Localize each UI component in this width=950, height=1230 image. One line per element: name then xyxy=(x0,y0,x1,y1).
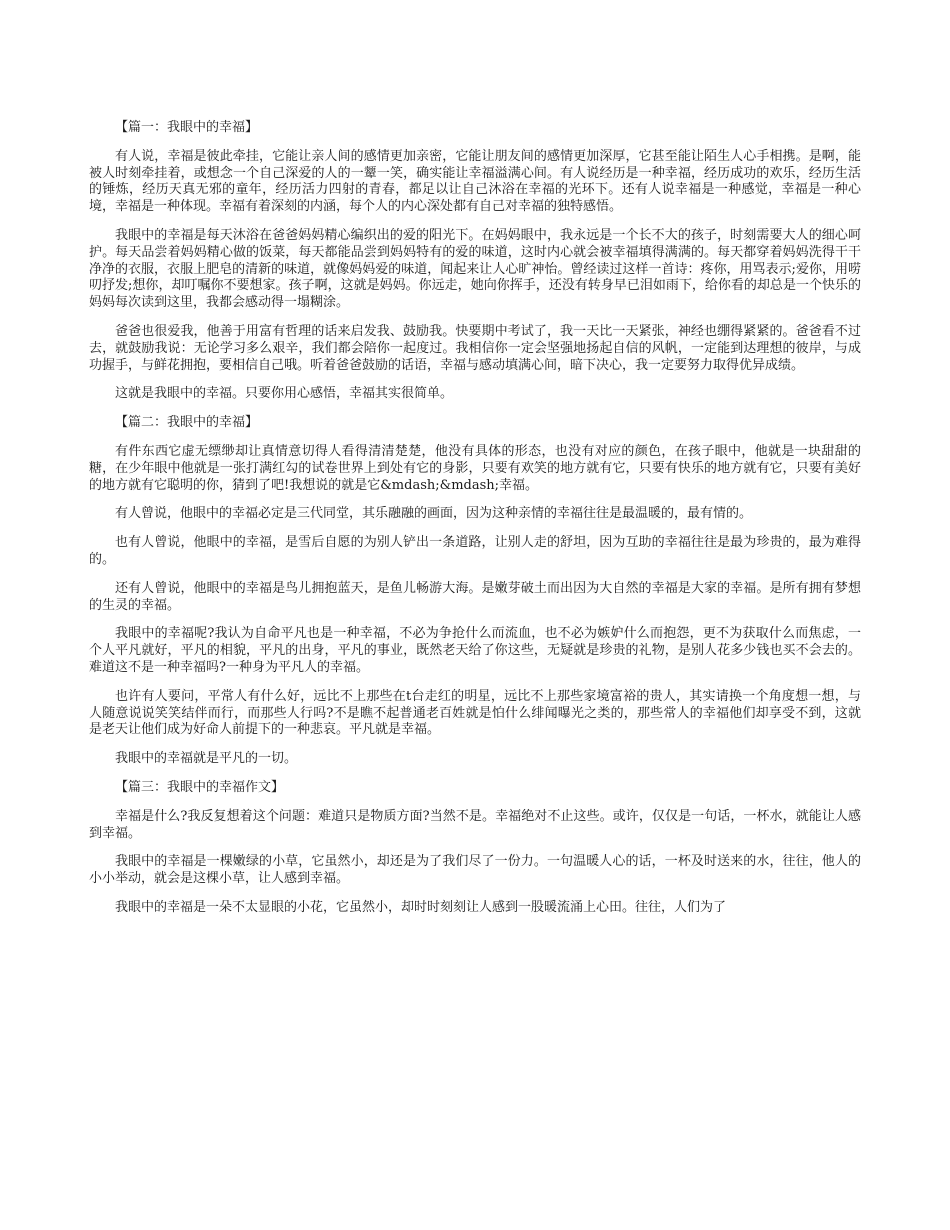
paragraph: 还有人曾说，他眼中的幸福是鸟儿拥抱蓝天，是鱼儿畅游大海。是嫩芽破土而出因为大自然的幸福是大家的幸福。是所有拥有梦想的生灵的幸福。 xyxy=(89,580,861,613)
paragraph: 我眼中的幸福是每天沐浴在爸爸妈妈精心编织出的爱的阳光下。在妈妈眼中，我永远是一个长不大的孩子，时刻需要大人的细心呵护。每天品尝着妈妈精心做的饭菜，每天都能品尝到妈妈特有的爱的味道，这时内心就会被幸福填得满满的。每天都穿着妈妈洗得干干净净的衣服，衣服上肥皂的清新的味道，就像妈妈爱的味道，闻起来让人心旷神怡。曾经读过这样一首诗：疼你，用骂表示;爱你，用唠叨抒发;想你，却叮嘱你不要想家。孩子啊，这就是妈妈。你远走，她向你挥手，还没有转身早已泪如雨下，给你看的却总是一个快乐的妈妈每次读到这里，我都会感动得一塌糊涂。 xyxy=(89,227,861,311)
paragraph: 我眼中的幸福是一朵不太显眼的小花，它虽然小，却时时刻刻让人感到一股暖流涌上心田。往往，人们为了 xyxy=(115,899,727,915)
paragraph: 爸爸也很爱我，他善于用富有哲理的话来启发我、鼓励我。快要期中考试了，我一天比一天紧张，神经也绷得紧紧的。爸爸看不过去，就鼓励我说：无论学习多么艰辛，我们都会陪你一起度过。我相信你一定会坚强地扬起自信的风帆，一定能到达理想的彼岸，与成功握手，与鲜花拥抱，要相信自己哦。听着爸爸鼓励的话语，幸福与感动填满心间，暗下决心，我一定要努力取得优异成绩。 xyxy=(89,323,861,373)
paragraph: 有人曾说，他眼中的幸福必定是三代同堂，其乐融融的画面，因为这种亲情的幸福往往是最温暖的，最有情的。 xyxy=(115,506,753,522)
paragraph: 也有人曾说，他眼中的幸福，是雪后自愿的为别人铲出一条道路，让别人走的舒坦，因为互助的幸福往往是最为珍贵的，最为难得的。 xyxy=(89,535,861,567)
section-heading-2: 【篇二：我眼中的幸福】 xyxy=(115,415,259,431)
paragraph: 我眼中的幸福就是平凡的一切。 xyxy=(115,751,298,767)
paragraph: 也许有人要问，平常人有什么好，远比不上那些在t台走红的明星，远比不上那些家境富裕的贵人，其实请换一个角度想一想，与人随意说说笑笑结伴而行，而那些人行吗?不是瞧不起普通老百姓就是怕什么绯闻曝光之类的，那些常人的幸福他们却享受不到，这就是老天让他们成为好命人前提下的一种悲哀。平凡就是幸福。 xyxy=(89,688,861,738)
paragraph: 有件东西它虚无缥缈却让真情意切得人看得清清楚楚，他没有具体的形态，也没有对应的颜色，在孩子眼中，他就是一块甜甜的糖，在少年眼中他就是一张打满红勾的试卷世界上到处有它的身影，只要有欢笑的地方就有它，只要有快乐的地方就有它，只要有美好的地方就有它聪明的你，猜到了吧!我想说的就是它&mdash;&mdash;幸福。 xyxy=(89,443,861,493)
paragraph: 我眼中的幸福呢?我认为自命平凡也是一种幸福，不必为争抢什么而流血，也不必为嫉妒什么而抱怨，更不为获取什么而焦虑，一个人平凡就好，平凡的相貌，平凡的出身，平凡的事业，既然老天给了你这些，无疑就是珍贵的礼物，是别人花多少钱也买不会去的。难道这不是一种幸福吗?一种身为平凡人的幸福。 xyxy=(89,626,861,675)
paragraph: 有人说，幸福是彼此牵挂，它能让亲人间的感情更加亲密，它能让朋友间的感情更加深厚，它甚至能让陌生人心手相携。是啊，能被人时刻牵挂着，或想念一个自己深爱的人的一颦一笑，确实能让幸福溢满心间。有人说经历是一种幸福，经历成功的欢乐，经历生活的锤炼，经历天真无邪的童年，经历活力四射的青春，都足以让自己沐浴在幸福的光环下。还有人说幸福是一种感觉，幸福是一种心境，幸福是一种体现。幸福有着深刻的内涵，每个人的内心深处都有自己对幸福的独特感悟。 xyxy=(89,148,861,215)
document-body xyxy=(89,120,861,929)
paragraph: 这就是我眼中的幸福。只要你用心感悟，幸福其实很简单。 xyxy=(115,386,454,402)
paragraph: 幸福是什么?我反复想着这个问题：难道只是物质方面?当然不是。幸福绝对不止这些。或许，仅仅是一句话，一杯水，就能让人感到幸福。 xyxy=(89,808,861,841)
section-heading-3: 【篇三：我眼中的幸福作文】 xyxy=(115,779,285,795)
section-heading-1: 【篇一：我眼中的幸福】 xyxy=(115,120,259,135)
paragraph: 我眼中的幸福是一棵嫩绿的小草，它虽然小，却还是为了我们尽了一份力。一句温暖人心的话，一杯及时送来的水，往往，他人的小小举动，就会是这棵小草，让人感到幸福。 xyxy=(89,854,861,887)
